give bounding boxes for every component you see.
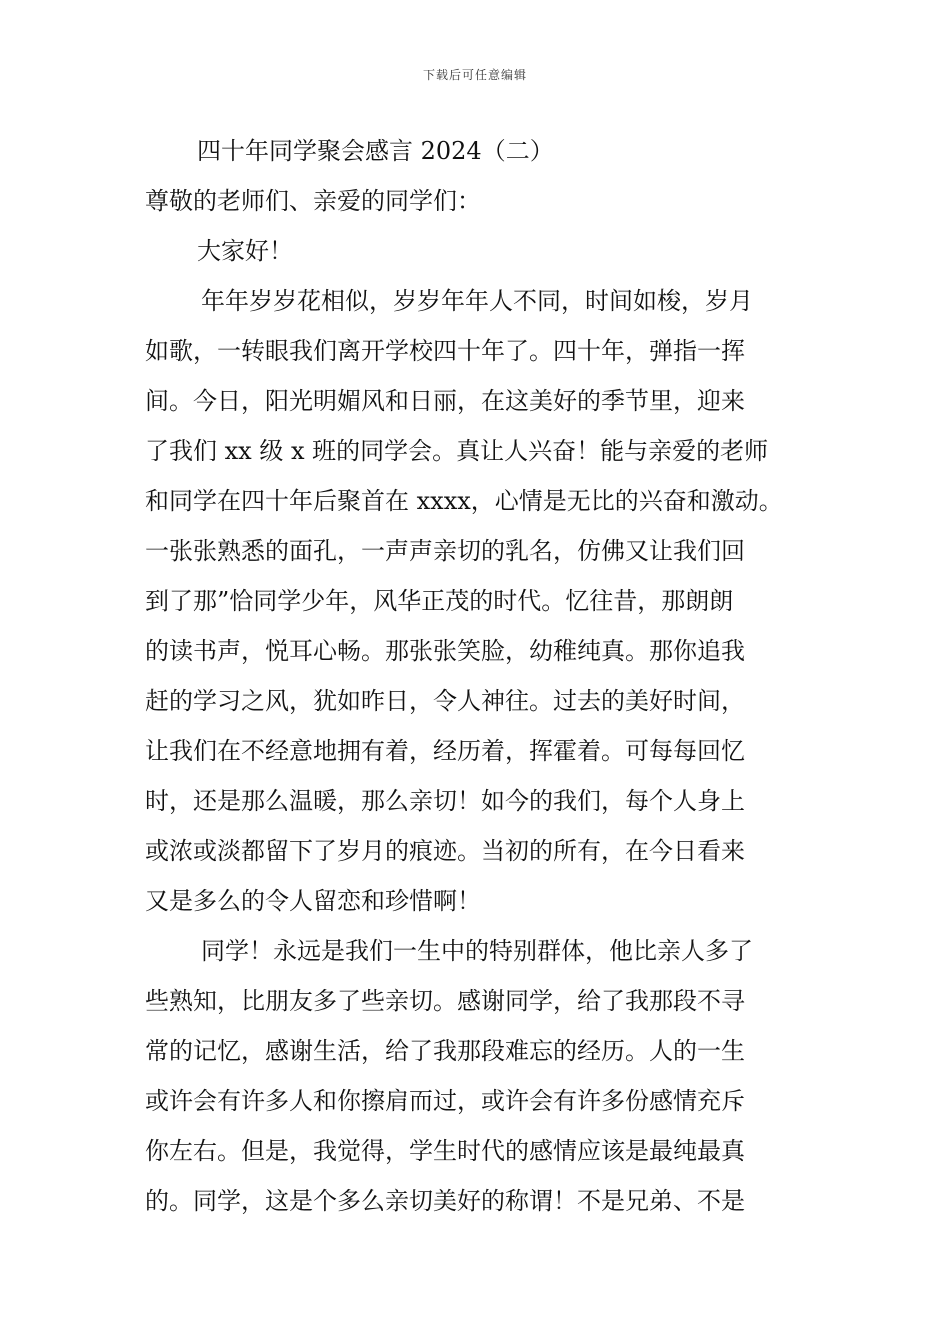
paragraph-line: 的读书声，悦耳心畅。那张张笑脸，幼稚纯真。那你追我 — [145, 637, 745, 665]
paragraph-line: 时，还是那么温暖，那么亲切！如今的我们，每个人身上 — [145, 787, 745, 815]
paragraph-line: 间。今日，阳光明媚风和日丽，在这美好的季节里，迎来 — [145, 387, 745, 415]
paragraph-line: 或浓或淡都留下了岁月的痕迹。当初的所有，在今日看来 — [145, 837, 745, 865]
paragraph-line: 同学！永远是我们一生中的特别群体，他比亲人多了 — [201, 937, 753, 965]
document-title: 四十年同学聚会感言 2024（二） — [197, 137, 554, 165]
paragraph-line: 常的记忆，感谢生活，给了我那段难忘的经历。人的一生 — [145, 1037, 745, 1065]
paragraph-line: 如歌，一转眼我们离开学校四十年了。四十年，弹指一挥 — [145, 337, 745, 365]
paragraph-line: 到了那”恰同学少年，风华正茂的时代。忆往昔，那朗朗 — [145, 587, 734, 615]
paragraph-line: 了我们 xx 级 x 班的同学会。真让人兴奋！能与亲爱的老师 — [145, 437, 769, 465]
greeting: 大家好！ — [197, 237, 293, 265]
paragraph-line: 的。同学，这是个多么亲切美好的称谓！不是兄弟、不是 — [145, 1187, 745, 1215]
paragraph-line: 些熟知，比朋友多了些亲切。感谢同学，给了我那段不寻 — [145, 987, 745, 1015]
header-note: 下载后可任意编辑 — [422, 68, 527, 82]
paragraph-line: 你左右。但是，我觉得，学生时代的感情应该是最纯最真 — [145, 1137, 745, 1165]
paragraph-2 — [145, 926, 810, 1226]
paragraph-line: 或许会有许多人和你擦肩而过，或许会有许多份感情充斥 — [145, 1087, 745, 1115]
document-body — [145, 126, 810, 1226]
salutation: 尊敬的老师们、亲爱的同学们： — [145, 187, 481, 215]
paragraph-line: 让我们在不经意地拥有着，经历着，挥霍着。可每每回忆 — [145, 737, 745, 765]
paragraph-1 — [145, 276, 810, 926]
paragraph-line: 一张张熟悉的面孔，一声声亲切的乳名，仿佛又让我们回 — [145, 537, 745, 565]
paragraph-line: 赶的学习之风，犹如昨日，令人神往。过去的美好时间， — [145, 687, 745, 715]
paragraph-line: 又是多么的令人留恋和珍惜啊！ — [145, 887, 481, 915]
paragraph-line: 年年岁岁花相似，岁岁年年人不同，时间如梭，岁月 — [201, 287, 753, 315]
paragraph-line: 和同学在四十年后聚首在 xxxx，心情是无比的兴奋和激动。 — [145, 487, 783, 515]
